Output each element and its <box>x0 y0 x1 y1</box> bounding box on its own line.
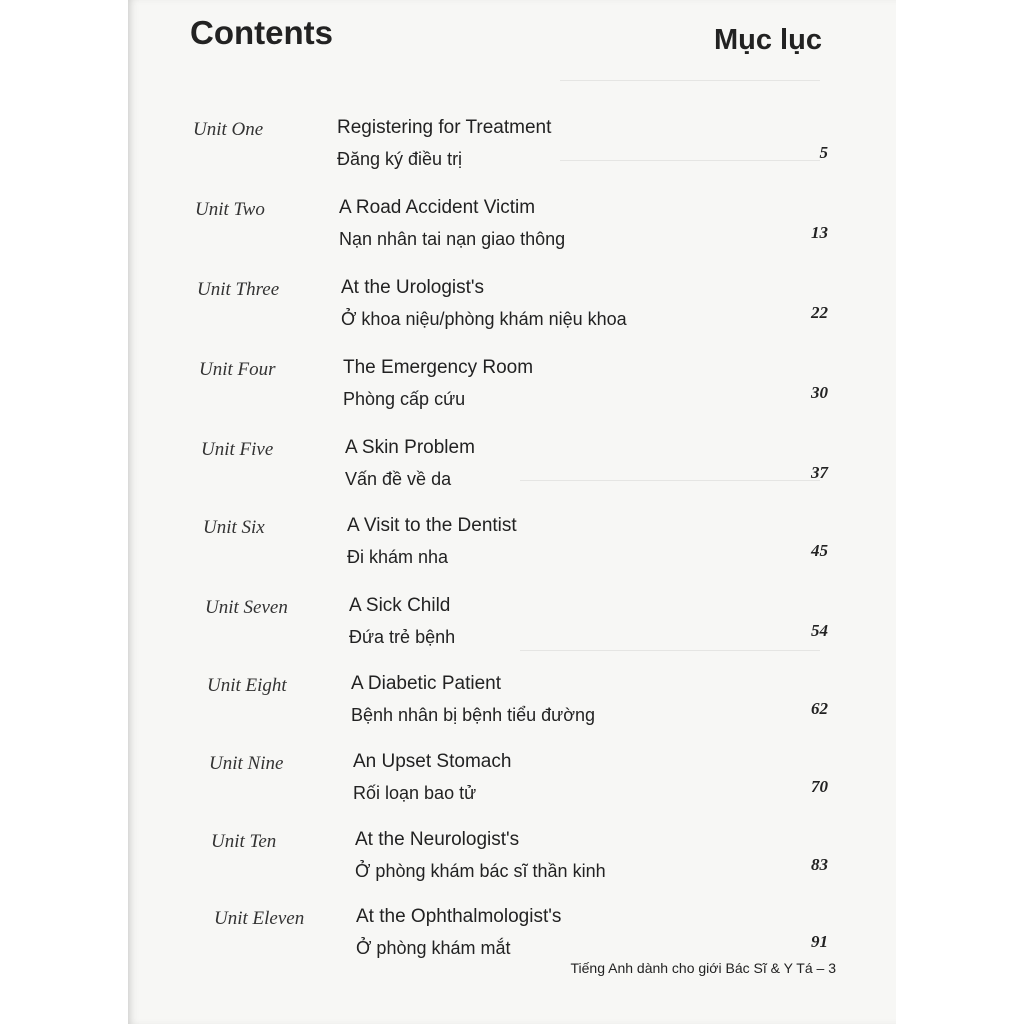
toc-entry[interactable] <box>0 515 1024 585</box>
page-number: 22 <box>811 303 828 322</box>
page-number: 83 <box>811 855 828 874</box>
unit-title: A Sick Child <box>349 595 451 616</box>
contents-heading-vietnamese: Mục lục <box>714 24 822 56</box>
page-number: 62 <box>811 699 828 718</box>
toc-entry[interactable] <box>0 197 1024 267</box>
unit-subtitle: Vấn đề về da <box>345 469 452 489</box>
unit-title: Registering for Treatment <box>337 117 552 138</box>
unit-label: Unit Six <box>203 517 265 538</box>
toc-entry[interactable] <box>0 829 1024 899</box>
page-number: 30 <box>811 383 828 402</box>
unit-subtitle: Phòng cấp cứu <box>343 389 466 409</box>
toc-entry[interactable] <box>0 751 1024 821</box>
unit-subtitle: Nạn nhân tai nạn giao thông <box>339 229 566 249</box>
page-number: 70 <box>811 777 828 796</box>
unit-label: Unit Ten <box>211 831 277 852</box>
unit-label: Unit Eleven <box>214 908 305 929</box>
unit-title: A Visit to the Dentist <box>347 515 517 536</box>
page-number: 91 <box>811 932 828 951</box>
unit-title: A Skin Problem <box>345 437 475 458</box>
unit-label: Unit Eight <box>207 675 287 696</box>
unit-subtitle: Đăng ký điều trị <box>337 149 463 169</box>
unit-title: At the Urologist's <box>341 277 485 298</box>
page-number: 13 <box>811 223 828 242</box>
unit-subtitle: Đứa trẻ bệnh <box>349 627 456 647</box>
unit-label: Unit Seven <box>205 597 288 618</box>
toc-entry[interactable] <box>0 595 1024 665</box>
unit-label: Unit Three <box>197 279 280 300</box>
unit-subtitle: Rối loạn bao tử <box>353 783 477 803</box>
contents-heading: Contents <box>190 14 333 51</box>
page-number: 45 <box>811 541 828 560</box>
toc-entry[interactable] <box>0 277 1024 347</box>
unit-title: A Road Accident Victim <box>339 197 536 218</box>
unit-subtitle: Đi khám nha <box>347 547 449 567</box>
toc-entry[interactable] <box>0 357 1024 427</box>
unit-title: At the Neurologist's <box>355 829 520 850</box>
toc-entry[interactable] <box>0 673 1024 743</box>
unit-title: An Upset Stomach <box>353 751 512 772</box>
unit-label: Unit Nine <box>209 753 284 774</box>
page-number: 37 <box>811 463 828 482</box>
toc-entry[interactable] <box>0 117 1024 187</box>
unit-title: A Diabetic Patient <box>351 673 501 694</box>
unit-label: Unit One <box>193 119 264 140</box>
unit-subtitle: Ở khoa niệu/phòng khám niệu khoa <box>341 309 627 329</box>
unit-subtitle: Ở phòng khám mắt <box>356 938 511 958</box>
page-number: 5 <box>819 143 828 162</box>
unit-title: The Emergency Room <box>343 357 534 378</box>
page-footer: Tiếng Anh dành cho giới Bác Sĩ & Y Tá – 3 <box>570 960 836 976</box>
unit-label: Unit Five <box>201 439 274 460</box>
unit-subtitle: Bệnh nhân bị bệnh tiểu đường <box>351 705 596 725</box>
toc-entry[interactable] <box>0 437 1024 507</box>
unit-subtitle: Ở phòng khám bác sĩ thần kinh <box>355 861 606 881</box>
toc-entry[interactable] <box>0 906 1024 976</box>
unit-title: At the Ophthalmologist's <box>356 906 562 927</box>
page-number: 54 <box>811 621 828 640</box>
unit-label: Unit Two <box>195 199 265 220</box>
unit-label: Unit Four <box>199 359 276 380</box>
